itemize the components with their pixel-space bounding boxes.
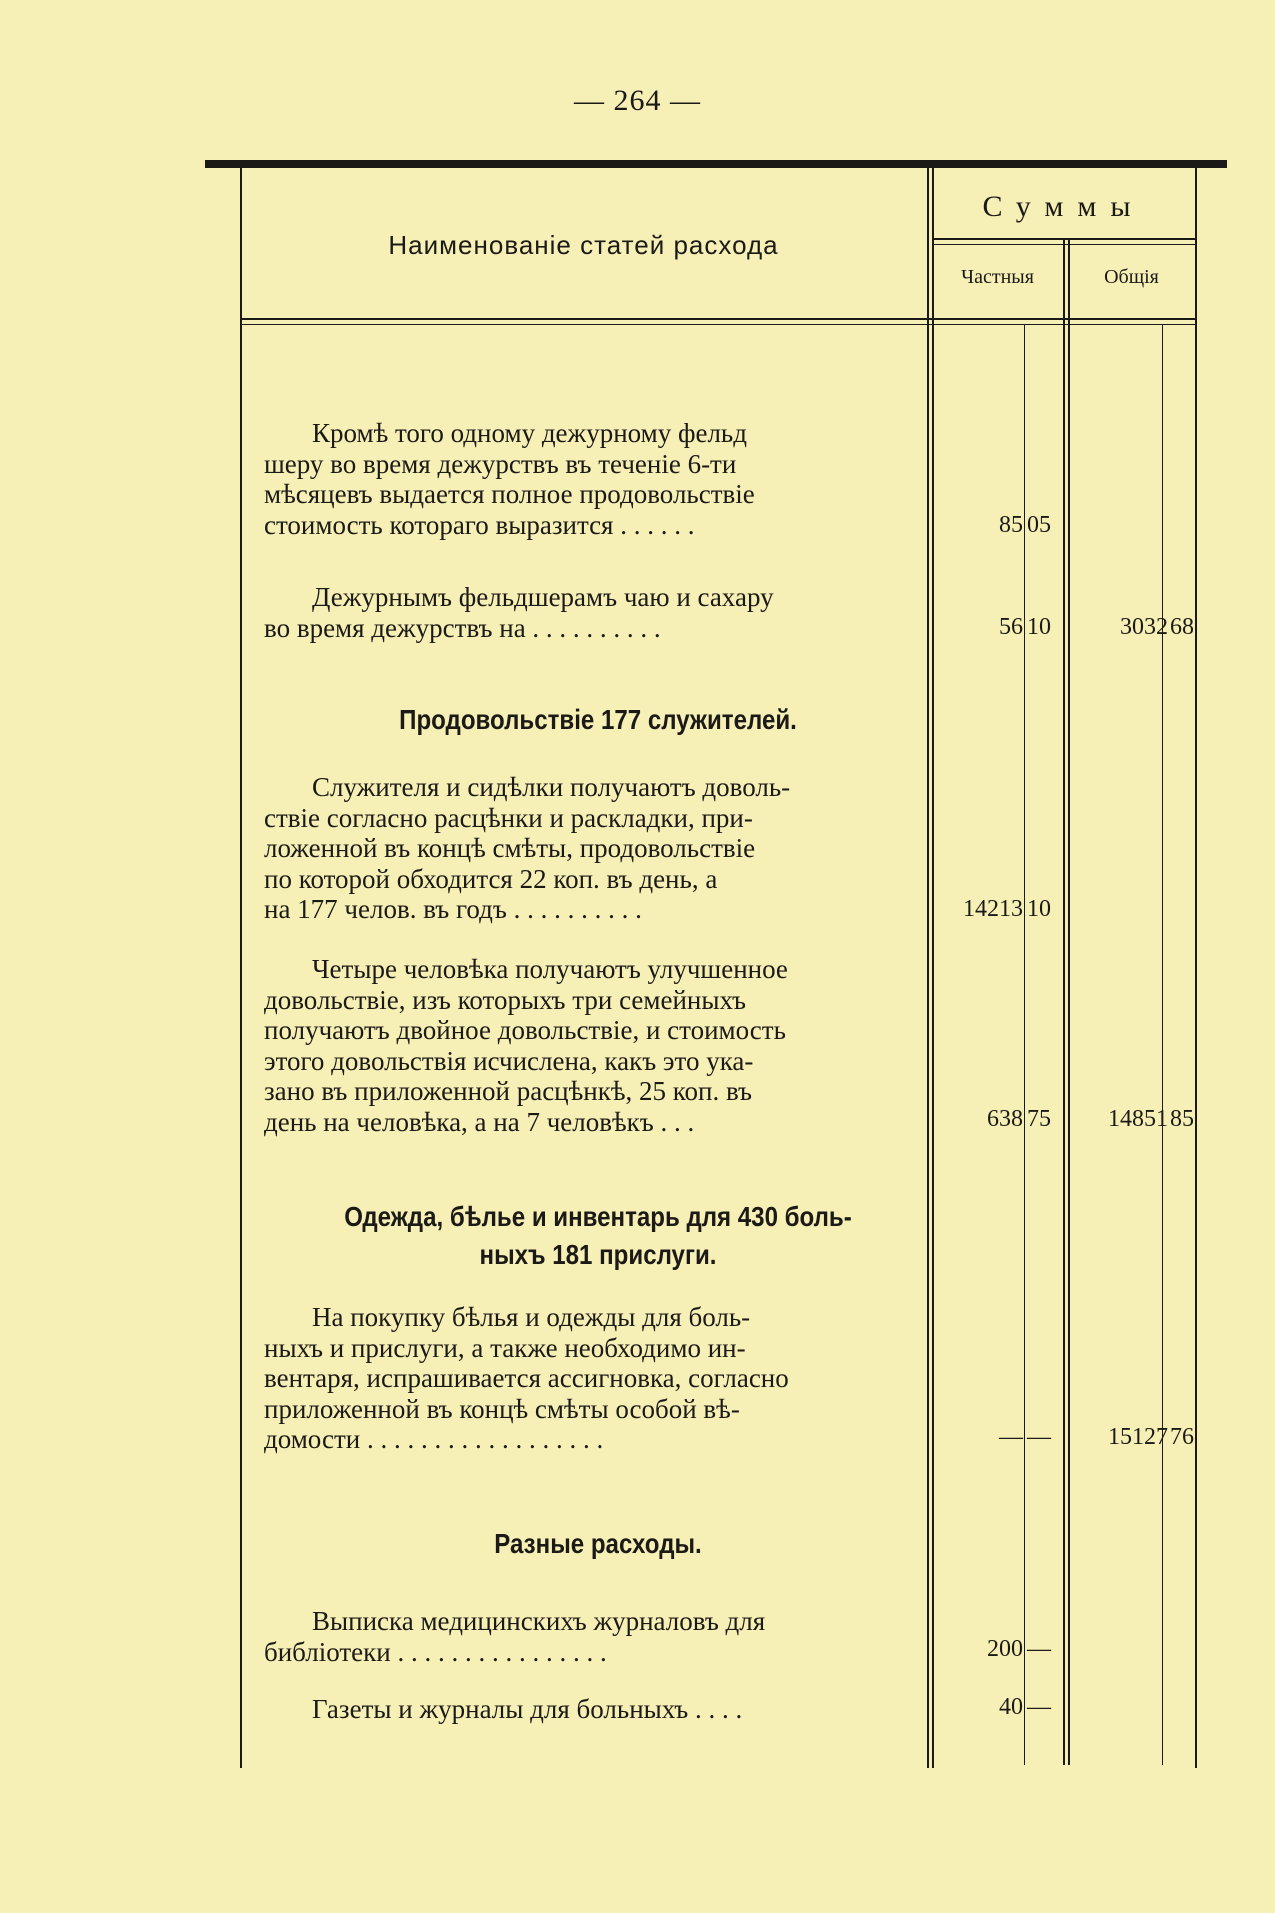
item-line: Служителя и сидѣлки получаютъ доволь-	[312, 772, 791, 802]
total-kop: 68	[1170, 614, 1194, 640]
item-line: приложенной въ концѣ смѣты особой вѣ-	[264, 1393, 740, 1424]
item-line: этого довольствія исчислена, какъ это ука-	[264, 1045, 754, 1076]
table-row	[264, 582, 914, 643]
item-line: шеру во время дежурствъ въ теченіе 6-ти	[264, 448, 737, 479]
total-rub: 14851	[1108, 1106, 1168, 1132]
section-heading	[311, 1198, 885, 1274]
partial-kop: —	[1027, 1636, 1051, 1662]
total-header: Общія	[1104, 266, 1159, 288]
section-heading: Разные расходы.	[494, 1528, 702, 1559]
total-kop: 76	[1170, 1424, 1194, 1450]
item-line: мѣсяцевъ выдается полное продовольствіе	[264, 479, 755, 509]
partial-rub: 85	[999, 512, 1023, 538]
item-line: На покупку бѣлья и одежды для боль-	[312, 1302, 751, 1332]
partial-kop: 10	[1027, 896, 1051, 922]
partial-rub: 56	[999, 614, 1023, 640]
item-line: домости . . . . . . . . . . . . . . . . . .	[264, 1424, 604, 1454]
item-line: Дежурнымъ фельдшерамъ чаю и сахару	[312, 582, 774, 612]
top-rule	[205, 160, 1227, 168]
table-row	[264, 1694, 914, 1725]
item-line: довольствіе, изъ которыхъ три семейныхъ	[264, 984, 746, 1015]
page-number: — 264 —	[574, 84, 701, 117]
section-heading: Продовольствіе 177 служителей.	[399, 704, 797, 735]
partial-header: Частныя	[961, 266, 1034, 288]
partial-kop: 10	[1027, 614, 1051, 640]
item-line: стоимость котораго выразится . . . . . .	[264, 509, 695, 540]
item-line: Выписка медицинскихъ журналовъ для	[312, 1606, 766, 1636]
partial-rub: 200	[987, 1636, 1023, 1662]
table-row	[264, 772, 914, 925]
item-line: зано въ приложенной расцѣнкѣ, 25 коп. въ	[264, 1076, 753, 1106]
table-row	[264, 418, 914, 540]
section-heading-line: Одежда, бѣлье и инвентарь для 430 боль-	[344, 1201, 852, 1232]
partial-rub: 14213	[963, 896, 1023, 922]
total-kop: 85	[1170, 1106, 1194, 1132]
item-line: ложенной въ концѣ смѣты, продовольствіе	[264, 833, 756, 863]
item-line: получаютъ двойное довольствіе, и стоимость	[264, 1015, 786, 1045]
table-row	[264, 1302, 914, 1455]
partial-kop: —	[1027, 1694, 1051, 1720]
total-rub: 3032	[1120, 614, 1168, 640]
item-line: вентаря, испрашивается ассигновка, согласно	[264, 1363, 789, 1393]
item-line: во время дежурствъ на . . . . . . . . . .	[264, 612, 661, 643]
item-column-header: Наименованіе статей расхода	[388, 230, 779, 260]
item-line: Газеты и журналы для больныхъ . . . .	[312, 1694, 743, 1724]
item-line: по которой обходится 22 коп. въ день, а	[264, 863, 718, 894]
item-line: Кромѣ того одному дежурному фельд	[312, 418, 747, 448]
item-line: Четыре человѣка получаютъ улучшенное	[312, 954, 788, 984]
partial-kop: 75	[1027, 1106, 1051, 1132]
table-row	[264, 954, 914, 1137]
item-line: ствіе согласно расцѣнки и раскладки, при-	[264, 802, 753, 833]
item-line: библіотеки . . . . . . . . . . . . . . . .	[264, 1636, 607, 1667]
item-line: на 177 челов. въ годъ . . . . . . . . . .	[264, 894, 642, 924]
partial-kop: —	[1027, 1424, 1051, 1450]
partial-rub: —	[999, 1424, 1023, 1450]
total-rub: 15127	[1108, 1424, 1168, 1450]
item-line: день на человѣка, а на 7 человѣкъ . . .	[264, 1106, 695, 1137]
partial-rub: 40	[999, 1694, 1023, 1720]
partial-rub: 638	[987, 1106, 1023, 1132]
section-heading-line: ныхъ 181 прислуги.	[479, 1239, 717, 1270]
partial-kop: 05	[1027, 512, 1051, 538]
table-row	[264, 1606, 914, 1667]
item-line: ныхъ и прислуги, а также необходимо ин-	[264, 1332, 746, 1363]
sums-header: Суммы	[982, 190, 1145, 223]
